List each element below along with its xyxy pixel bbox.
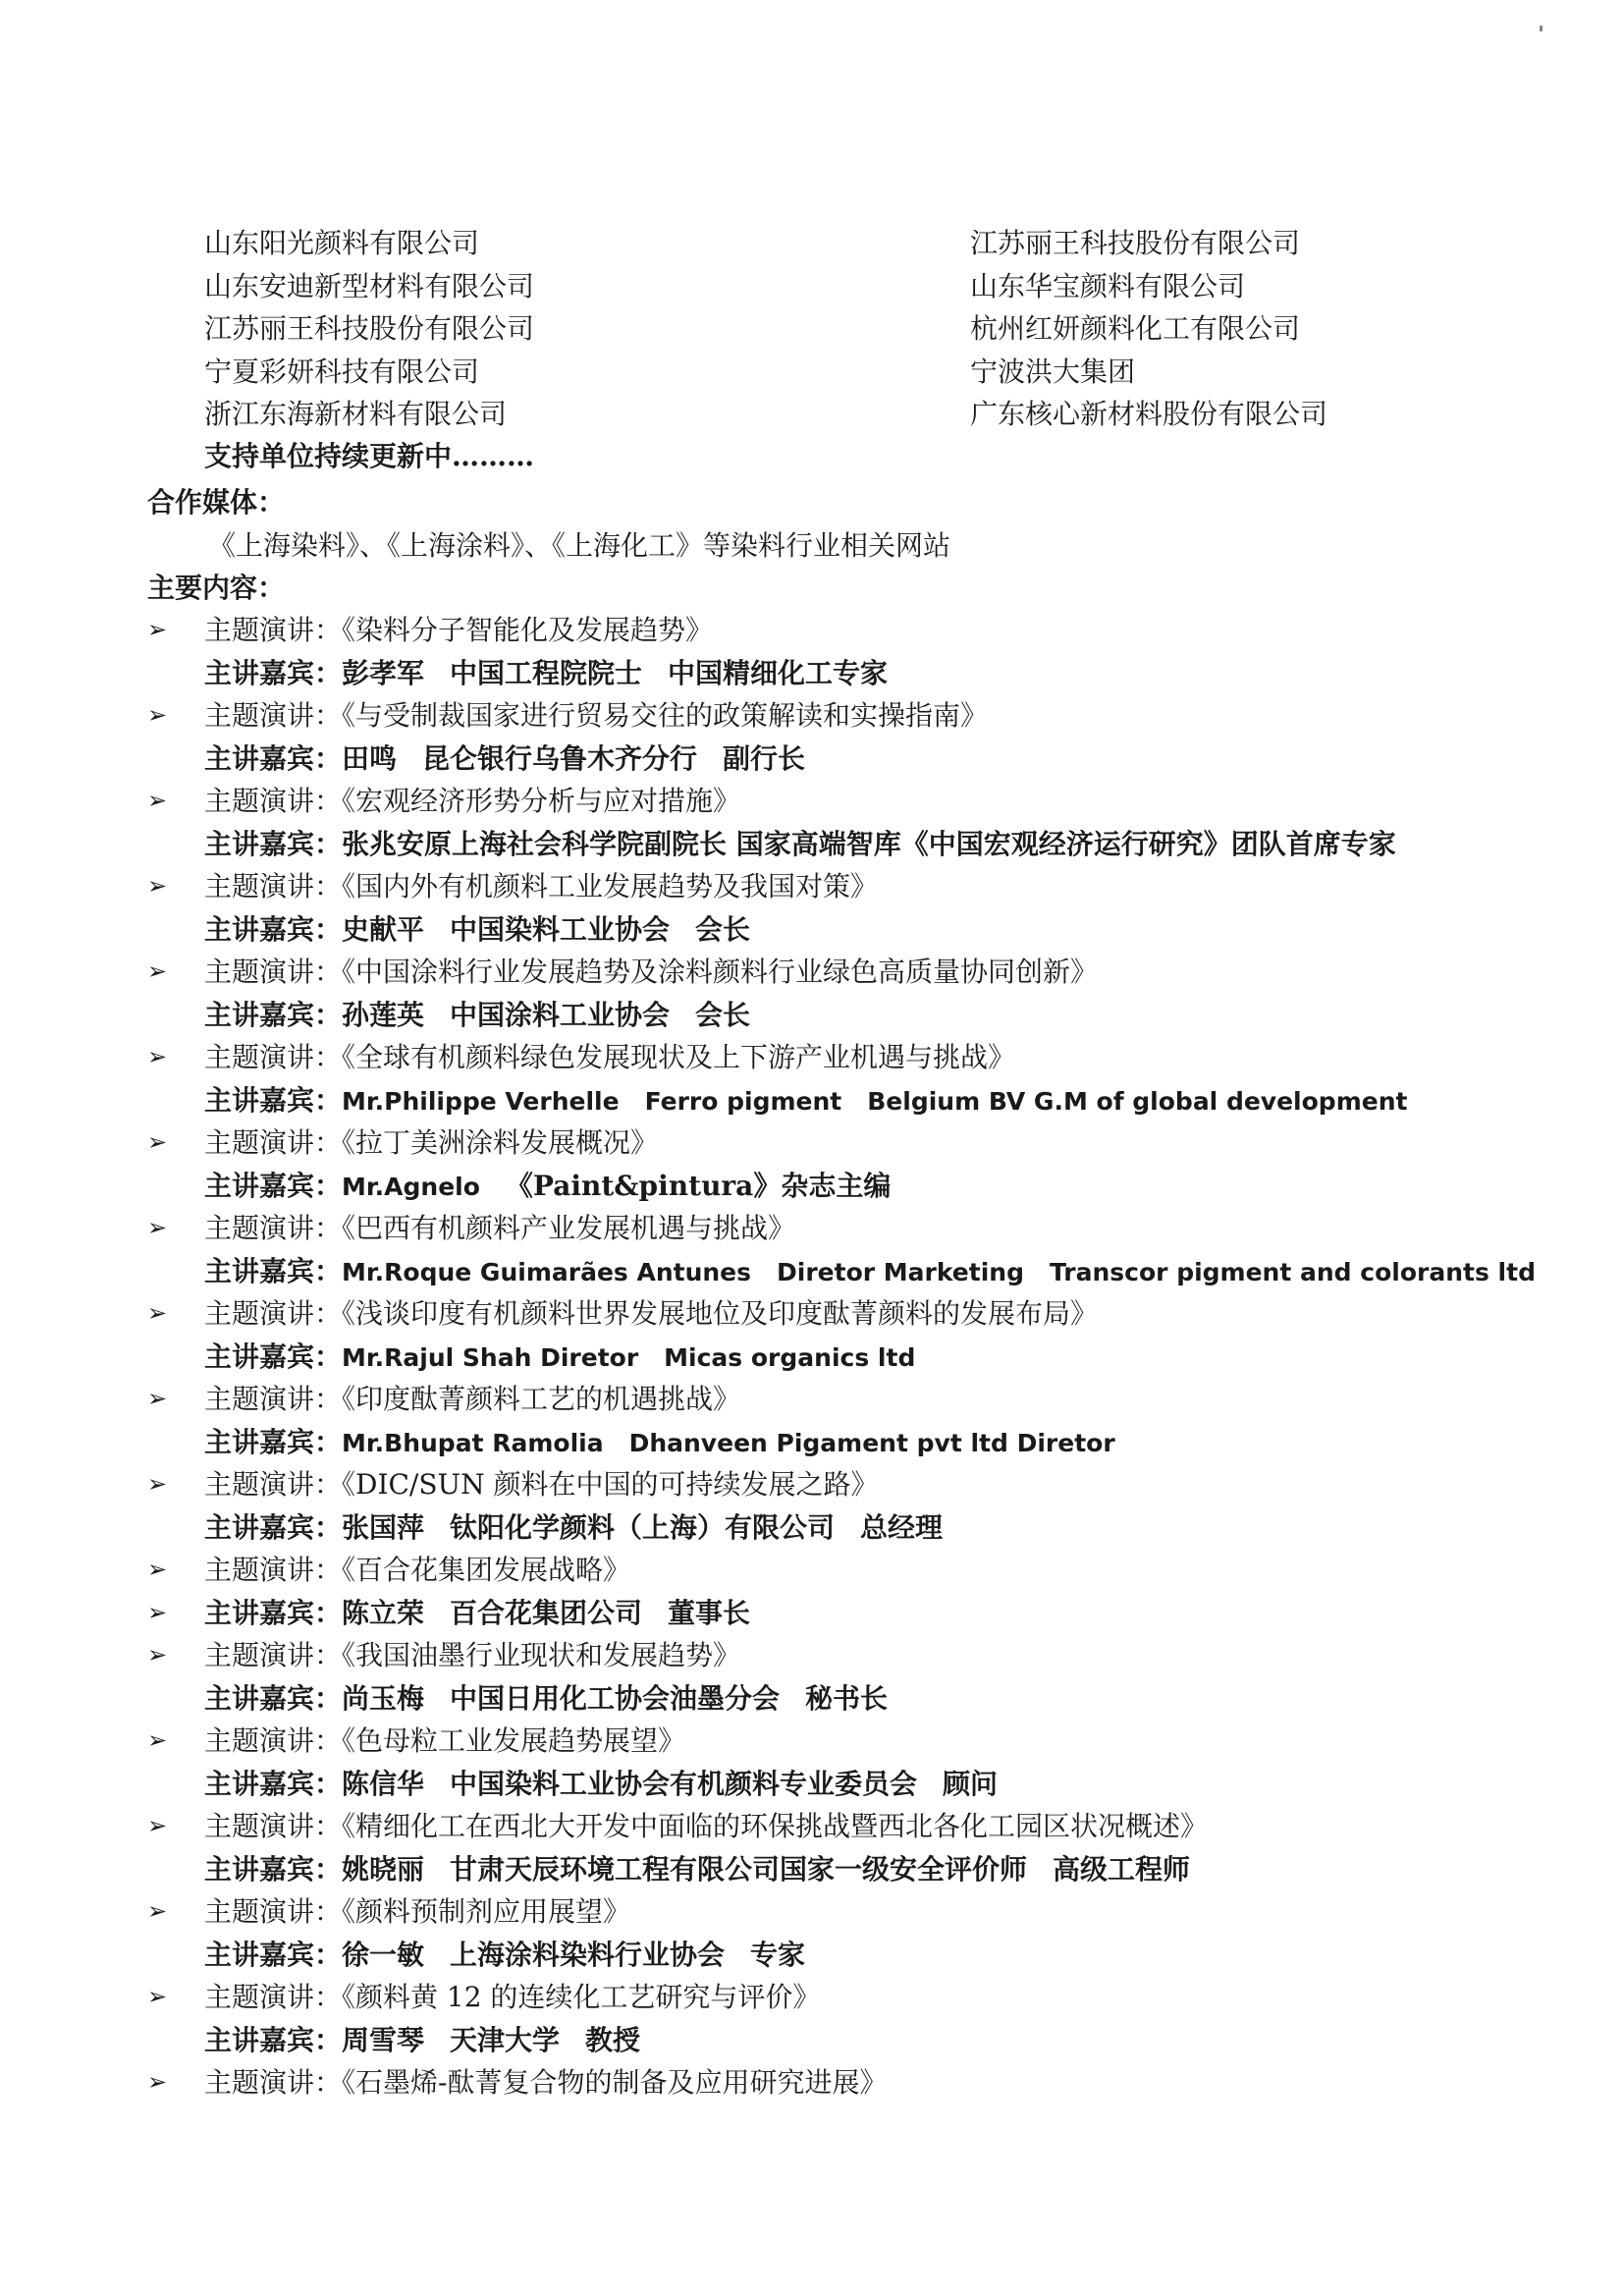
arrow-bullet-icon: ➢ (147, 1641, 168, 1668)
agenda-speaker (147, 1250, 1536, 1293)
arrow-bullet-icon: ➢ (147, 1128, 168, 1156)
speaker-label: 主讲嘉宾： (204, 741, 343, 775)
supporter-row (204, 265, 1481, 308)
topic-title: 主题演讲：《中国涂料行业发展趋势及涂料颜料行业绿色高质量协同创新》 (204, 956, 1099, 988)
supporter-row (204, 222, 1481, 265)
speaker-detail: 中国染料工业协会 (450, 912, 671, 946)
arrow-bullet-icon: ➢ (147, 1812, 168, 1839)
speaker-detail: 中国日用化工协会油墨分会 (450, 1681, 781, 1715)
supporter-row (204, 307, 1481, 351)
topic-title: 主题演讲：《印度酞菁颜料工艺的机遇挑战》 (204, 1383, 741, 1415)
supporter-name-left: 宁夏彩妍科技有限公司 (204, 355, 480, 388)
agenda-speaker (147, 1848, 1522, 1891)
speaker-info (204, 738, 805, 781)
agenda-speaker (147, 1592, 1522, 1635)
speaker-detail: Transcor pigment and colorants ltd (1049, 1257, 1536, 1286)
speaker-detail: 高级工程师 (1053, 1852, 1191, 1886)
speaker-info (204, 1250, 1536, 1294)
arrow-bullet-icon: ➢ (147, 1470, 168, 1498)
speaker-detail: Mr.Philippe Verhelle (342, 1086, 620, 1116)
speaker-info (204, 994, 750, 1037)
speaker-label: 主讲嘉宾： (204, 1681, 343, 1715)
arrow-bullet-icon: ➢ (147, 616, 168, 643)
speaker-info (204, 823, 1396, 866)
speaker-detail: 史献平 (342, 912, 425, 946)
arrow-bullet-icon: ➢ (147, 1214, 168, 1241)
speaker-detail: Diretor Marketing (777, 1257, 1024, 1286)
topic-title: 主题演讲：《石墨烯-酞菁复合物的制备及应用研究进展》 (204, 2066, 888, 2099)
agenda-topic (147, 1634, 1522, 1677)
speaker-detail: 专家 (750, 1938, 806, 1971)
agenda-topic (147, 1805, 1522, 1848)
supporters-updating-note: 支持单位持续更新中……… (204, 440, 535, 472)
agenda-topic (147, 1036, 1522, 1079)
speaker-detail: 张兆安原上海社会科学院副院长 国家高端智库《中国宏观经济运行研究》团队首席专家 (342, 827, 1396, 860)
speaker-detail: 陈信华 (342, 1767, 425, 1800)
agenda-topic (147, 1378, 1522, 1421)
agenda-topic (147, 1207, 1522, 1250)
speaker-detail: 钛阳化学颜料（上海）有限公司 (450, 1510, 836, 1544)
speaker-info (204, 1848, 1190, 1891)
agenda-speaker (147, 1079, 1522, 1122)
supporter-name-left: 山东阳光颜料有限公司 (204, 227, 480, 259)
speaker-label: 主讲嘉宾： (204, 656, 343, 689)
arrow-bullet-icon: ➢ (147, 1043, 168, 1070)
agenda-speaker (147, 1336, 1522, 1379)
agenda-speaker (147, 994, 1522, 1037)
speaker-label: 主讲嘉宾： (204, 1767, 343, 1800)
agenda-speaker (147, 652, 1522, 695)
speaker-detail: 总经理 (860, 1510, 944, 1544)
speaker-label: 主讲嘉宾： (204, 1852, 343, 1886)
speaker-label: 主讲嘉宾： (204, 1596, 343, 1629)
arrow-bullet-icon: ➢ (147, 1556, 168, 1583)
speaker-info (204, 1421, 1115, 1465)
speaker-label: 主讲嘉宾： (204, 1938, 343, 1971)
supporter-row (204, 351, 1481, 394)
agenda-topic (147, 1720, 1522, 1763)
speaker-detail: 孙莲英 (342, 998, 425, 1031)
agenda-speaker (147, 2019, 1522, 2062)
topic-title: 主题演讲：《百合花集团发展战略》 (204, 1554, 631, 1586)
speaker-detail: Mr.Agnelo (342, 1172, 480, 1201)
arrow-bullet-icon: ➢ (147, 2068, 168, 2096)
speaker-detail: 彭孝军 (342, 656, 425, 689)
speaker-info (204, 1592, 750, 1635)
speaker-info (204, 1165, 891, 1209)
agenda-speaker (147, 1677, 1522, 1721)
agenda-speaker (147, 908, 1522, 952)
speaker-label: 主讲嘉宾： (204, 1254, 343, 1287)
topic-title: 主题演讲：《色母粒工业发展趋势展望》 (204, 1724, 686, 1757)
agenda-topic (147, 1890, 1522, 1934)
speaker-label: 主讲嘉宾： (204, 1339, 343, 1373)
speaker-detail: 昆仑银行乌鲁木齐分行 (422, 741, 698, 775)
media-heading: 合作媒体： (147, 486, 286, 519)
topic-title: 主题演讲：《精细化工在西北大开发中面临的环保挑战暨西北各化工园区状况概述》 (204, 1810, 1209, 1842)
arrow-bullet-icon: ➢ (147, 1385, 168, 1412)
speaker-detail: 顾问 (943, 1767, 999, 1800)
supporter-name-left: 江苏丽王科技股份有限公司 (204, 312, 535, 345)
agenda-topic (147, 2061, 1522, 2105)
topic-title: 主题演讲：《国内外有机颜料工业发展趋势及我国对策》 (204, 870, 879, 902)
speaker-detail: 陈立荣 (342, 1596, 425, 1629)
topic-title: 主题演讲：《浅谈印度有机颜料世界发展地位及印度酞菁颜料的发展布局》 (204, 1297, 1099, 1330)
arrow-bullet-icon: ➢ (147, 1983, 168, 2010)
agenda-topic (147, 1463, 1522, 1506)
arrow-bullet-icon: ➢ (147, 957, 168, 985)
supporter-name-left: 山东安迪新型材料有限公司 (204, 269, 535, 302)
speaker-detail: 周雪琴 (342, 2023, 425, 2056)
agenda-speaker (147, 1506, 1522, 1550)
speaker-detail: Mr.Roque Guimarães Antunes (342, 1257, 752, 1286)
arrow-bullet-icon: ➢ (147, 787, 168, 814)
speaker-info (204, 1763, 998, 1806)
speaker-detail: 中国精细化工专家 (668, 656, 889, 689)
speaker-label: 主讲嘉宾： (204, 2023, 343, 2056)
agenda-topic (147, 1121, 1522, 1165)
arrow-bullet-icon: ➢ (147, 1726, 168, 1754)
agenda-topic (147, 865, 1522, 908)
speaker-detail: 中国涂料工业协会 (450, 998, 671, 1031)
speaker-info (204, 1079, 1407, 1123)
arrow-bullet-icon: ➢ (147, 1598, 168, 1626)
speaker-label: 主讲嘉宾： (204, 827, 343, 860)
speaker-detail: Ferro pigment (644, 1086, 842, 1116)
agenda-topic (147, 609, 1522, 652)
topic-title: 主题演讲：《巴西有机颜料产业发展机遇与挑战》 (204, 1212, 796, 1244)
speaker-detail: Dhanveen Pigament pvt ltd Diretor (628, 1428, 1115, 1457)
agenda-speaker (147, 1763, 1522, 1806)
speaker-detail: 董事长 (668, 1596, 751, 1629)
speaker-detail: 百合花集团公司 (450, 1596, 643, 1629)
arrow-bullet-icon: ➢ (147, 1299, 168, 1327)
speaker-detail: 张国萍 (342, 1510, 425, 1544)
agenda-list (147, 609, 1536, 2105)
speaker-detail: 姚晓丽 (342, 1852, 425, 1886)
agenda-topic (147, 1976, 1522, 2019)
agenda-topic (147, 1549, 1522, 1592)
media-list: 《上海染料》、《上海涂料》、《上海化工》等染料行业相关网站 (208, 529, 951, 562)
agenda-speaker (147, 1934, 1522, 1977)
speaker-label: 主讲嘉宾： (204, 912, 343, 946)
speaker-detail: 中国工程院院士 (450, 656, 643, 689)
speaker-detail: 会长 (695, 912, 751, 946)
speaker-detail: 甘肃天辰环境工程有限公司国家一级安全评价师 (450, 1852, 1028, 1886)
topic-title: 主题演讲：《我国油墨行业现状和发展趋势》 (204, 1639, 741, 1671)
speaker-detail: 上海涂料染料行业协会 (450, 1938, 726, 1971)
speaker-label: 主讲嘉宾： (204, 1425, 343, 1458)
speaker-detail: 田鸣 (342, 741, 398, 775)
topic-title: 主题演讲：《染料分子智能化及发展趋势》 (204, 614, 714, 646)
speaker-info (204, 1677, 888, 1721)
speaker-detail: 教授 (585, 2023, 641, 2056)
speaker-detail: Mr.Bhupat Ramolia (342, 1428, 604, 1457)
speaker-info (204, 908, 750, 952)
speaker-detail: Belgium BV G.M of global development (867, 1086, 1408, 1116)
speaker-detail: 《Paint&pintura》杂志主编 (505, 1169, 892, 1202)
speaker-info (204, 1506, 943, 1550)
speaker-detail: 副行长 (723, 741, 806, 775)
agenda-speaker (147, 1421, 1522, 1464)
speaker-label: 主讲嘉宾： (204, 1083, 343, 1117)
speaker-detail: Mr.Rajul Shah Diretor (342, 1342, 639, 1372)
agenda-speaker (147, 823, 1522, 866)
speaker-info (204, 1934, 805, 1977)
speaker-detail: 中国染料工业协会有机颜料专业委员会 (450, 1767, 918, 1800)
supporter-name-right: 宁波洪大集团 (970, 355, 1136, 388)
supporter-name-right: 广东核心新材料股份有限公司 (970, 398, 1328, 430)
speaker-detail: 会长 (695, 998, 751, 1031)
agenda-topic (147, 1292, 1522, 1336)
speaker-detail: 尚玉梅 (342, 1681, 425, 1715)
speaker-info (204, 652, 888, 695)
arrow-bullet-icon: ➢ (147, 701, 168, 729)
speaker-info (204, 2019, 640, 2062)
scan-speck (1540, 26, 1543, 31)
arrow-bullet-icon: ➢ (147, 1897, 168, 1925)
speaker-detail: Micas organics ltd (664, 1342, 916, 1372)
topic-title: 主题演讲：《颜料黄 12 的连续化工艺研究与评价》 (204, 1981, 821, 2013)
supporter-list (204, 222, 1481, 436)
supporter-name-right: 杭州红妍颜料化工有限公司 (970, 312, 1301, 345)
supporter-name-right: 山东华宝颜料有限公司 (970, 269, 1246, 302)
speaker-detail: 秘书长 (805, 1681, 889, 1715)
agenda-topic (147, 780, 1522, 823)
topic-title: 主题演讲：《宏观经济形势分析与应对措施》 (204, 785, 741, 817)
speaker-label: 主讲嘉宾： (204, 1510, 343, 1544)
speaker-detail: 天津大学 (450, 2023, 561, 2056)
arrow-bullet-icon: ➢ (147, 872, 168, 900)
speaker-detail: 徐一敏 (342, 1938, 425, 1971)
supporter-row (204, 393, 1481, 436)
topic-title: 主题演讲：《DIC/SUN 颜料在中国的可持续发展之路》 (204, 1468, 879, 1501)
agenda-topic (147, 951, 1522, 994)
speaker-label: 主讲嘉宾： (204, 1169, 343, 1202)
topic-title: 主题演讲：《颜料预制剂应用展望》 (204, 1895, 631, 1928)
supporter-name-right: 江苏丽王科技股份有限公司 (970, 227, 1301, 259)
topic-title: 主题演讲：《拉丁美洲涂料发展概况》 (204, 1126, 659, 1159)
speaker-label: 主讲嘉宾： (204, 998, 343, 1031)
topic-title: 主题演讲：《全球有机颜料绿色发展现状及上下游产业机遇与挑战》 (204, 1041, 1016, 1073)
topic-title: 主题演讲：《与受制裁国家进行贸易交往的政策解读和实操指南》 (204, 699, 989, 732)
agenda-speaker (147, 1165, 1522, 1208)
supporter-name-left: 浙江东海新材料有限公司 (204, 398, 508, 430)
speaker-info (204, 1336, 915, 1380)
agenda-speaker (147, 738, 1522, 781)
contents-heading: 主要内容： (147, 572, 286, 604)
agenda-topic (147, 694, 1522, 738)
